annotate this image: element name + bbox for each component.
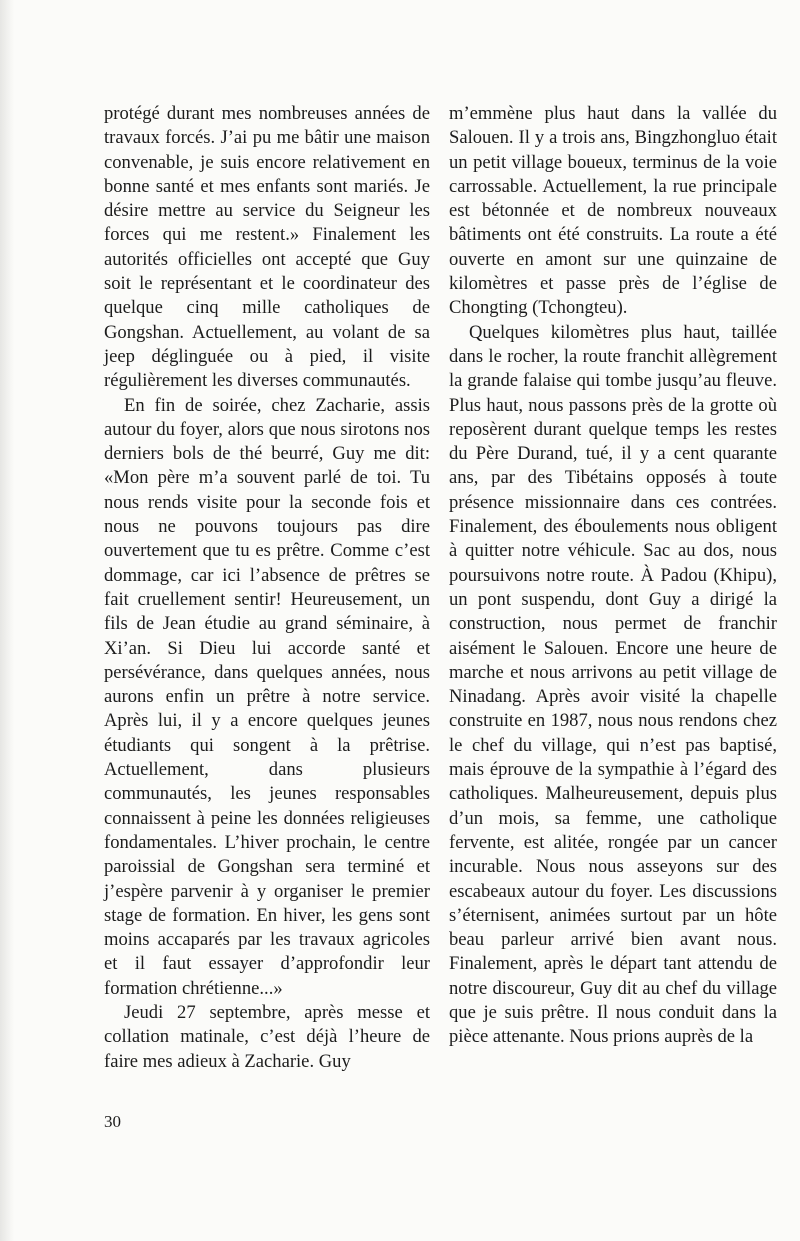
- page-edge-shadow: [0, 0, 14, 1241]
- paragraph: protégé durant mes nombreuses années de travaux forcés. J’ai pu me bâtir une maison convenable, je suis encore relativement en bonne santé et mes enfants sont mariés. Je désire mettre au service du Seigneur les forces qui me restent.» Finalement les autorités officielles ont accepté que Guy soit le représentant et le coordinateur des quelque cinq mille catholiques de Gongshan. Actuellement, au volant de sa jeep déglinguée ou à pied, il visite régulièrement les diverses communautés.: [104, 103, 430, 392]
- paragraph: Quelques kilomètres plus haut, taillée dans le rocher, la route franchit allègrement la grande falaise qui tombe jusqu’au fleuve. Plus haut, nous passons près de la grotte où reposèrent durant quelque temps les restes du Père Durand, tué, il y a cent quarante ans, par des Tibétains opposés à toute présence missionnaire dans ces contrées. Finalement, des éboulements nous obligent à quitter notre véhicule. Sac au dos, nous poursuivons notre route. À Padou (Khipu), un pont suspendu, dont Guy a dirigé la construction, nous permet de franchir aisément le Salouen. Encore une heure de marche et nous arrivons au petit village de Ninadang. Après avoir visité la chapelle construite en 1987, nous nous rendons chez le chef du village, qui n’est pas baptisé, mais éprouve de la sympathie à l’égard des catholiques. Malheureusement, depuis plus d’un mois, sa femme, une catholique fervente, est alitée, rongée par un cancer incurable. Nous nous asseyons sur des escabeaux autour du foyer. Les discussions s’éternisent, animées surtout par un hôte beau parleur arrivé bien avant nous. Finalement, après le départ tant attendu de notre discoureur, Guy dit au chef du village que je suis prêtre. Il nous conduit dans la pièce attenante. Nous prions auprès de la: [449, 321, 777, 1048]
- right-text-column: [449, 102, 777, 1050]
- paragraph: En fin de soirée, chez Zacharie, assis autour du foyer, alors que nous sirotons nos derniers bols de thé beurré, Guy me dit: «Mon père m’a souvent parlé de toi. Tu nous rends visite pour la seconde fois et nous ne pouvons toujours pas dire ouvertement que tu es prêtre. Comme c’est dommage, car ici l’absence de prêtres se fait cruellement sentir! Heureusement, un fils de Jean étudie au grand séminaire, à Xi’an. Si Dieu lui accorde santé et persévérance, dans quelques années, nous aurons enfin un prêtre à notre service. Après lui, il y a encore quelques jeunes étudiants qui songent à la prêtrise. Actuellement, dans plusieurs communautés, les jeunes responsables connaissent à peine les données religieuses fondamentales. L’hiver prochain, le centre paroissial de Gongshan sera terminé et j’espère parvenir à y organiser le premier stage de formation. En hiver, les gens sont moins accaparés par les travaux agricoles et il faut essayer d’approfondir leur formation chrétienne...»: [104, 394, 430, 999]
- left-text-column: [104, 102, 430, 1074]
- paragraph: m’emmène plus haut dans la vallée du Salouen. Il y a trois ans, Bingzhongluo était un petit village boueux, terminus de la voie carrossable. Actuellement, la rue principale est bétonnée et de nombreux nouveaux bâtiments ont été construits. La route a été ouverte en amont sur une quinzaine de kilomètres et passe près de l’église de Chongting (Tchongteu).: [449, 103, 777, 319]
- paragraph: Jeudi 27 septembre, après messe et collation matinale, c’est déjà l’heure de faire mes adieux à Zacharie. Guy: [104, 1001, 430, 1072]
- page-number: 30: [104, 1112, 121, 1131]
